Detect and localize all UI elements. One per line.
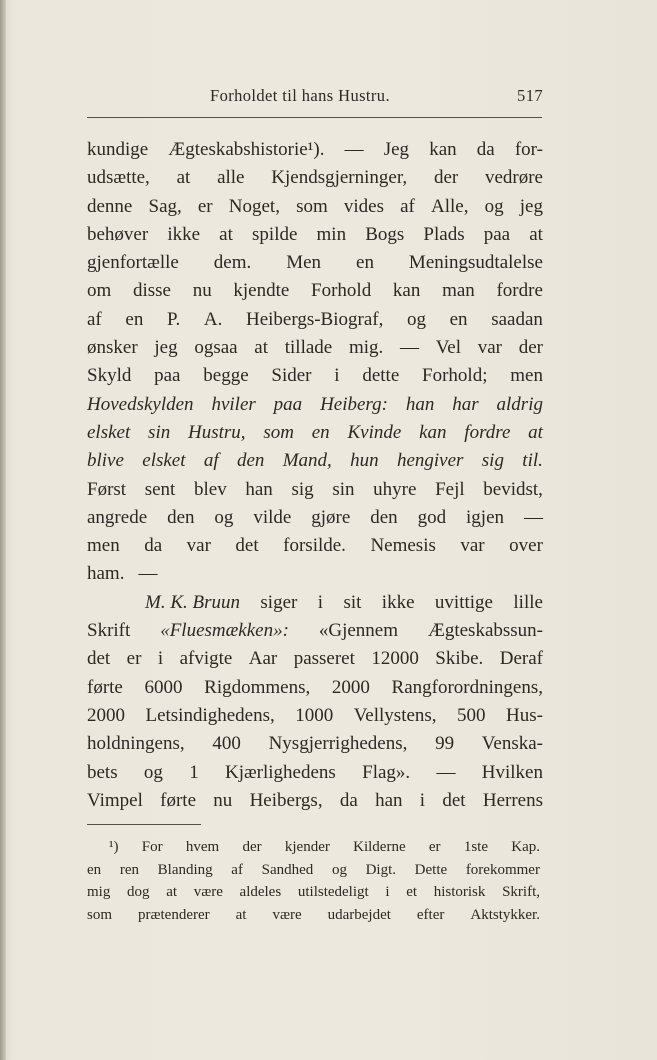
word: som — [296, 195, 328, 217]
footnote-word: en — [87, 861, 102, 878]
word: holdningens, — [87, 733, 185, 755]
word: — — [399, 337, 419, 359]
word: elsket — [87, 421, 131, 443]
word: uhyre — [373, 478, 417, 500]
word: jeg — [154, 337, 178, 359]
footnote-word: Kilderne — [353, 839, 406, 855]
text-line — [87, 674, 543, 702]
word: blive — [87, 450, 124, 472]
word: af — [87, 308, 102, 330]
word: P. — [166, 308, 181, 330]
word: sin — [148, 421, 171, 443]
word: førte — [160, 789, 197, 811]
footnote-word: 1ste — [463, 839, 488, 855]
word: man — [442, 280, 475, 302]
word: Venska- — [481, 733, 543, 755]
footnote-word: historisk — [433, 884, 486, 901]
word: hviler — [211, 393, 256, 415]
word: siger — [260, 591, 298, 613]
word: paa — [273, 393, 303, 415]
word: Hvilken — [481, 761, 543, 783]
word: den — [167, 506, 195, 528]
word: afvigte — [179, 648, 233, 670]
word: at — [529, 223, 543, 245]
word: da — [144, 535, 163, 557]
text-line — [87, 560, 543, 588]
word: Forhold — [311, 280, 372, 302]
word: paa — [154, 365, 181, 387]
text-line — [87, 164, 543, 192]
word: Vimpel — [87, 789, 143, 811]
word: i — [317, 591, 324, 613]
footnote-word: være — [193, 884, 223, 901]
text-line — [87, 249, 543, 277]
word: — — [138, 563, 158, 585]
word: Skrift — [87, 620, 131, 642]
word: elsket — [142, 450, 186, 472]
footnote-word: udarbejdet — [327, 907, 391, 924]
word: kundige — [87, 139, 149, 160]
word: ikke — [381, 591, 415, 613]
word: 400 — [212, 733, 241, 755]
word: ogsaa — [194, 337, 238, 359]
text-line — [87, 136, 543, 164]
word: af — [400, 195, 415, 217]
word: sent — [144, 478, 176, 500]
word: som — [263, 421, 294, 443]
word: — — [344, 139, 364, 160]
word: udsætte, — [87, 167, 150, 189]
word: «Gjennem — [318, 620, 399, 642]
word: fordre — [464, 421, 511, 443]
word: gjenfortælle — [87, 252, 179, 274]
word: paa — [483, 223, 511, 245]
word: vedrøre — [484, 167, 543, 189]
word: men — [87, 535, 120, 557]
text-line — [87, 277, 543, 305]
footnote-word: prætenderer — [138, 907, 210, 924]
text-line — [87, 589, 543, 617]
footnote-word: at — [235, 907, 247, 924]
word: Hovedskylden — [87, 393, 194, 415]
footnote-word: hvem — [185, 839, 220, 855]
word: Flag». — [362, 761, 411, 783]
word: denne — [87, 195, 133, 217]
word: kan — [429, 139, 457, 160]
footnote-word: som — [87, 907, 113, 924]
word: kan — [419, 421, 447, 443]
footnote-rule — [87, 824, 201, 825]
word: aldrig — [496, 393, 543, 415]
word: og — [406, 308, 426, 330]
text-line — [87, 391, 543, 419]
word: god — [417, 506, 447, 528]
word: A. — [203, 308, 223, 330]
word: Alle, — [431, 195, 469, 217]
word: behøver — [87, 223, 149, 245]
word: er — [197, 195, 213, 217]
word: Men — [286, 252, 322, 274]
word: han — [405, 393, 435, 415]
text-line — [87, 504, 543, 532]
word: har — [452, 393, 479, 415]
word: for- — [514, 139, 543, 160]
word: og — [484, 195, 504, 217]
footnotes — [87, 836, 540, 927]
word: gjøre — [311, 506, 351, 528]
word: Skyld — [87, 365, 132, 387]
text-line — [87, 306, 543, 334]
word: Nysgjerrighedens, — [268, 733, 408, 755]
text-line — [87, 759, 543, 787]
word: Herrens — [482, 789, 543, 811]
word: det — [87, 648, 111, 670]
word: til. — [522, 450, 543, 472]
word: var — [477, 337, 502, 359]
word: saadan — [491, 308, 543, 330]
word: Plads — [423, 223, 465, 245]
word: at — [219, 223, 233, 245]
word: Sider — [271, 365, 312, 387]
word: kan — [392, 280, 421, 302]
word: da — [476, 139, 495, 160]
word: Jeg — [383, 139, 410, 160]
word: at — [176, 167, 191, 189]
word: i — [419, 789, 426, 811]
footnote-word: aldeles — [239, 884, 282, 901]
word: dem. — [213, 252, 252, 274]
word: mig. — [348, 337, 384, 359]
word: — — [523, 506, 543, 528]
text-line — [87, 476, 543, 504]
footnote-word: Dette — [414, 861, 448, 878]
word: — — [436, 761, 456, 783]
word: Bogs — [365, 223, 405, 245]
footnote-word: ren — [119, 861, 139, 878]
word: ønsker — [87, 337, 138, 359]
word: der — [433, 167, 459, 189]
word: M. K. Bruun — [145, 591, 240, 613]
word: Noget, — [228, 195, 280, 217]
footnote-word: kjender — [284, 839, 330, 855]
word: passeret — [293, 648, 355, 670]
footnote-line — [87, 836, 540, 859]
word: det — [442, 789, 466, 811]
footnote-word: Kap. — [511, 839, 540, 855]
word: lille — [513, 591, 543, 613]
page-number: 517 — [517, 86, 543, 105]
text-line — [87, 787, 543, 815]
word: at — [254, 337, 269, 359]
text-line — [87, 419, 543, 447]
word: 99 — [435, 733, 455, 755]
word: Kjærlighedens — [225, 761, 336, 783]
word: Kjendsgjerninger, — [271, 167, 408, 189]
word: bevidst, — [483, 478, 543, 500]
footnote-line — [87, 859, 540, 882]
word: kjendte — [233, 280, 290, 302]
word: fordre — [496, 280, 543, 302]
running-title: Forholdet til hans Hustru. — [210, 86, 390, 105]
word: nu — [213, 789, 233, 811]
word: den — [236, 450, 265, 472]
word: Nemesis — [370, 535, 436, 557]
word: 6000 — [144, 676, 183, 698]
text-line — [87, 702, 543, 730]
word: bets — [87, 761, 118, 783]
word: igjen — [466, 506, 505, 528]
word: 500 — [457, 704, 486, 726]
word: Rigdommens, — [204, 676, 311, 698]
word: Rangforordningens, — [391, 676, 543, 698]
word: Hustru, — [188, 421, 246, 443]
word: hun — [350, 450, 379, 472]
word: jeg — [519, 195, 543, 217]
word: en — [125, 308, 144, 330]
word: over — [509, 535, 543, 557]
word: Aar — [248, 648, 278, 670]
word: Vel — [435, 337, 462, 359]
word: er — [126, 648, 142, 670]
footnote-word: Skrift, — [502, 884, 540, 901]
word: var — [460, 535, 485, 557]
word: Heibergs-Biograf, — [245, 308, 384, 330]
word: ham. — [87, 563, 125, 585]
word: da — [339, 789, 358, 811]
footnote-word: Aktstykker. — [470, 907, 540, 924]
word: Ægteskabssun- — [427, 620, 543, 642]
word: at — [528, 421, 543, 443]
text-line — [87, 532, 543, 560]
word: «Fluesmækken»: — [160, 620, 289, 642]
word: om — [87, 280, 112, 302]
text-line — [87, 221, 543, 249]
text-line — [87, 193, 543, 221]
word: en — [356, 252, 374, 274]
page-spine-edge — [0, 0, 6, 1060]
word: Ægteskabshistorie¹). — [168, 139, 325, 160]
word: Skibe. — [435, 648, 484, 670]
word: alle — [217, 167, 245, 189]
word: dette — [362, 365, 400, 387]
word: 2000 — [331, 676, 370, 698]
word: Først — [87, 478, 127, 500]
word: nu — [192, 280, 212, 302]
word: 2000 — [87, 704, 125, 726]
body-text — [87, 136, 543, 815]
word: Letsindighedens, — [145, 704, 275, 726]
word: 1 — [189, 761, 199, 783]
word: var — [186, 535, 211, 557]
footnote-word: der — [242, 839, 262, 855]
footnote-line — [87, 904, 540, 927]
word: 1000 — [295, 704, 334, 726]
word: af — [203, 450, 219, 472]
text-line — [87, 617, 543, 645]
footnote-line — [87, 881, 540, 904]
footnote-word: er — [428, 839, 441, 855]
text-line — [87, 730, 543, 758]
text-line — [87, 334, 543, 362]
word: en — [311, 421, 330, 443]
word: forsilde. — [283, 535, 346, 557]
word: han — [245, 478, 273, 500]
word: sit — [343, 591, 362, 613]
word: 12000 — [371, 648, 419, 670]
footnote-word: efter — [416, 907, 445, 924]
footnote-word: et — [406, 884, 418, 901]
word: der — [518, 337, 543, 359]
word: sig — [481, 450, 504, 472]
word: han — [375, 789, 403, 811]
text-line — [87, 447, 543, 475]
word: tillade — [284, 337, 333, 359]
footnote-word: utilstedeligt — [297, 884, 369, 901]
word: hengiver — [396, 450, 464, 472]
footnote-word: dog — [127, 884, 150, 901]
word: det — [235, 535, 259, 557]
word: ikke — [167, 223, 201, 245]
word: Heibergs, — [249, 789, 323, 811]
footnote-word: Blanding — [157, 861, 213, 878]
word: Mand, — [282, 450, 332, 472]
footnote-word: Digt. — [365, 861, 397, 878]
text-line — [87, 362, 543, 390]
footnote-word: ¹) — [109, 839, 119, 855]
text-line — [87, 645, 543, 673]
footnote-word: For — [141, 839, 163, 855]
footnote-word: Sandhed — [261, 861, 314, 878]
word: vilde — [253, 506, 292, 528]
word: begge — [203, 365, 249, 387]
header-rule — [87, 117, 542, 118]
word: i — [157, 648, 164, 670]
word: og — [214, 506, 234, 528]
footnote-word: forekommer — [465, 861, 540, 878]
word: i — [334, 365, 340, 387]
footnote-word: være — [272, 907, 302, 924]
word: blev — [194, 478, 227, 500]
word: Kvinde — [347, 421, 402, 443]
word: Forhold; — [422, 365, 488, 387]
footnote-word: at — [166, 884, 178, 901]
word: spilde — [252, 223, 298, 245]
word: Hus- — [505, 704, 543, 726]
word: sig — [291, 478, 314, 500]
word: og — [143, 761, 163, 783]
word: Meningsudtalelse — [408, 252, 543, 274]
word: vides — [343, 195, 384, 217]
word: uvittige — [434, 591, 493, 613]
word: Vellystens, — [353, 704, 437, 726]
footnote-word: og — [331, 861, 347, 878]
word: men — [510, 365, 543, 387]
word: en — [449, 308, 468, 330]
word: Heiberg: — [320, 393, 388, 415]
word: Sag, — [148, 195, 182, 217]
word: sin — [332, 478, 355, 500]
word: Fejl — [435, 478, 465, 500]
word: førte — [87, 676, 123, 698]
word: Deraf — [499, 648, 543, 670]
word: min — [316, 223, 347, 245]
footnote-word: af — [231, 861, 243, 878]
word: den — [370, 506, 398, 528]
word: disse — [132, 280, 171, 302]
footnote-word: mig — [87, 884, 111, 901]
word: angrede — [87, 506, 148, 528]
footnote-word: i — [385, 884, 390, 901]
